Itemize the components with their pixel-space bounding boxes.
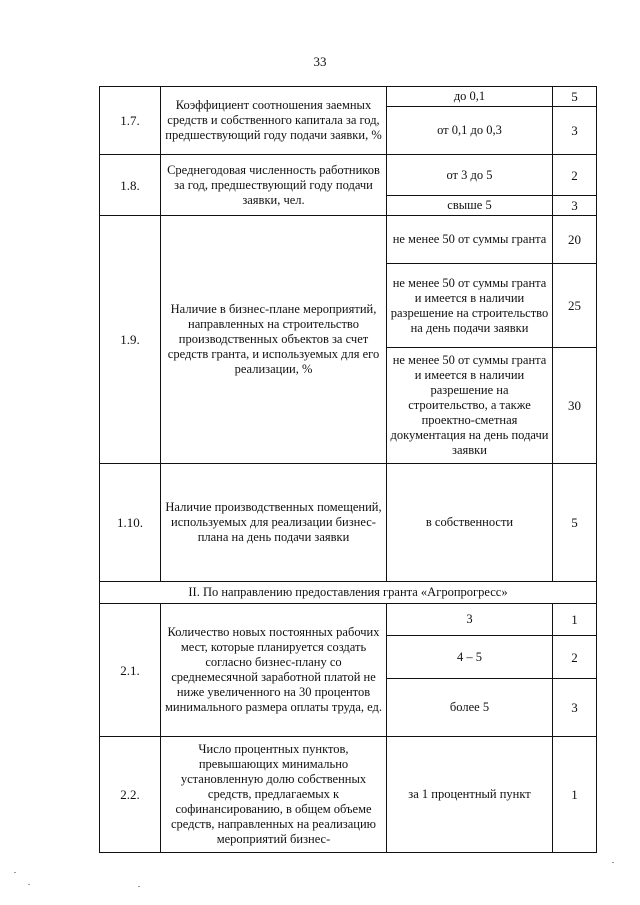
scan-speck [138, 886, 140, 887]
table-row [100, 87, 597, 107]
points-cell: 1 [553, 737, 597, 853]
condition-cell: в собственности [387, 464, 553, 582]
condition-cell: более 5 [387, 679, 553, 737]
criterion-text: Наличие производственных помещений, используемых для реализации бизнес-плана на день подачи заявки [161, 464, 387, 582]
row-number: 2.1. [100, 604, 161, 737]
table-row [100, 155, 597, 196]
condition-cell: 4 – 5 [387, 636, 553, 679]
criterion-text: Число процентных пунктов, превышающих минимально установленную долю собственных средств, предлагаемых к софинансированию, в общем объеме средств, направленных на реализацию мероприятий бизнес- [161, 737, 387, 853]
section-header-row [100, 582, 597, 604]
points-cell: 3 [553, 196, 597, 216]
table-row [100, 216, 597, 264]
points-cell: 2 [553, 155, 597, 196]
points-cell: 5 [553, 464, 597, 582]
condition-cell: не менее 50 от суммы гранта и имеется в наличии разрешение на строительство, а также проектно-сметная документация на день подачи заявки [387, 348, 553, 464]
points-cell: 5 [553, 87, 597, 107]
section-title: II. По направлению предоставления гранта «Агропрогресс» [100, 582, 597, 604]
condition-cell: не менее 50 от суммы гранта [387, 216, 553, 264]
points-cell: 30 [553, 348, 597, 464]
condition-cell: не менее 50 от суммы гранта и имеется в наличии разрешение на строительство на день подачи заявки [387, 264, 553, 348]
row-number: 1.8. [100, 155, 161, 216]
condition-cell: свыше 5 [387, 196, 553, 216]
points-cell: 3 [553, 679, 597, 737]
points-cell: 25 [553, 264, 597, 348]
page-number: 33 [313, 54, 327, 69]
scan-speck [28, 884, 30, 885]
condition-cell: 3 [387, 604, 553, 636]
condition-cell: за 1 процентный пункт [387, 737, 553, 853]
criterion-text: Количество новых постоянных рабочих мест, которые планируется создать согласно бизнес-плану со среднемесячной заработной платой не ниже увеличенного на 30 процентов минимального размера оплаты труда, ед. [161, 604, 387, 737]
points-cell: 20 [553, 216, 597, 264]
scan-speck [14, 872, 16, 873]
row-number: 2.2. [100, 737, 161, 853]
criterion-text: Среднегодовая численность работников за год, предшествующий году подачи заявки, чел. [161, 155, 387, 216]
table-row [100, 464, 597, 582]
table-row [100, 737, 597, 853]
points-cell: 2 [553, 636, 597, 679]
row-number: 1.7. [100, 87, 161, 155]
condition-cell: от 3 до 5 [387, 155, 553, 196]
criterion-text: Коэффициент соотношения заемных средств и собственного капитала за год, предшествующий году подачи заявки, % [161, 87, 387, 155]
points-cell: 3 [553, 107, 597, 155]
criterion-text: Наличие в бизнес-плане мероприятий, направленных на строительство производственных объектов за счет средств гранта, и используемых для его реализации, % [161, 216, 387, 464]
criteria-table [99, 86, 597, 853]
scan-speck [612, 862, 614, 863]
points-cell: 1 [553, 604, 597, 636]
condition-cell: до 0,1 [387, 87, 553, 107]
row-number: 1.10. [100, 464, 161, 582]
condition-cell: от 0,1 до 0,3 [387, 107, 553, 155]
row-number: 1.9. [100, 216, 161, 464]
table-row [100, 604, 597, 636]
